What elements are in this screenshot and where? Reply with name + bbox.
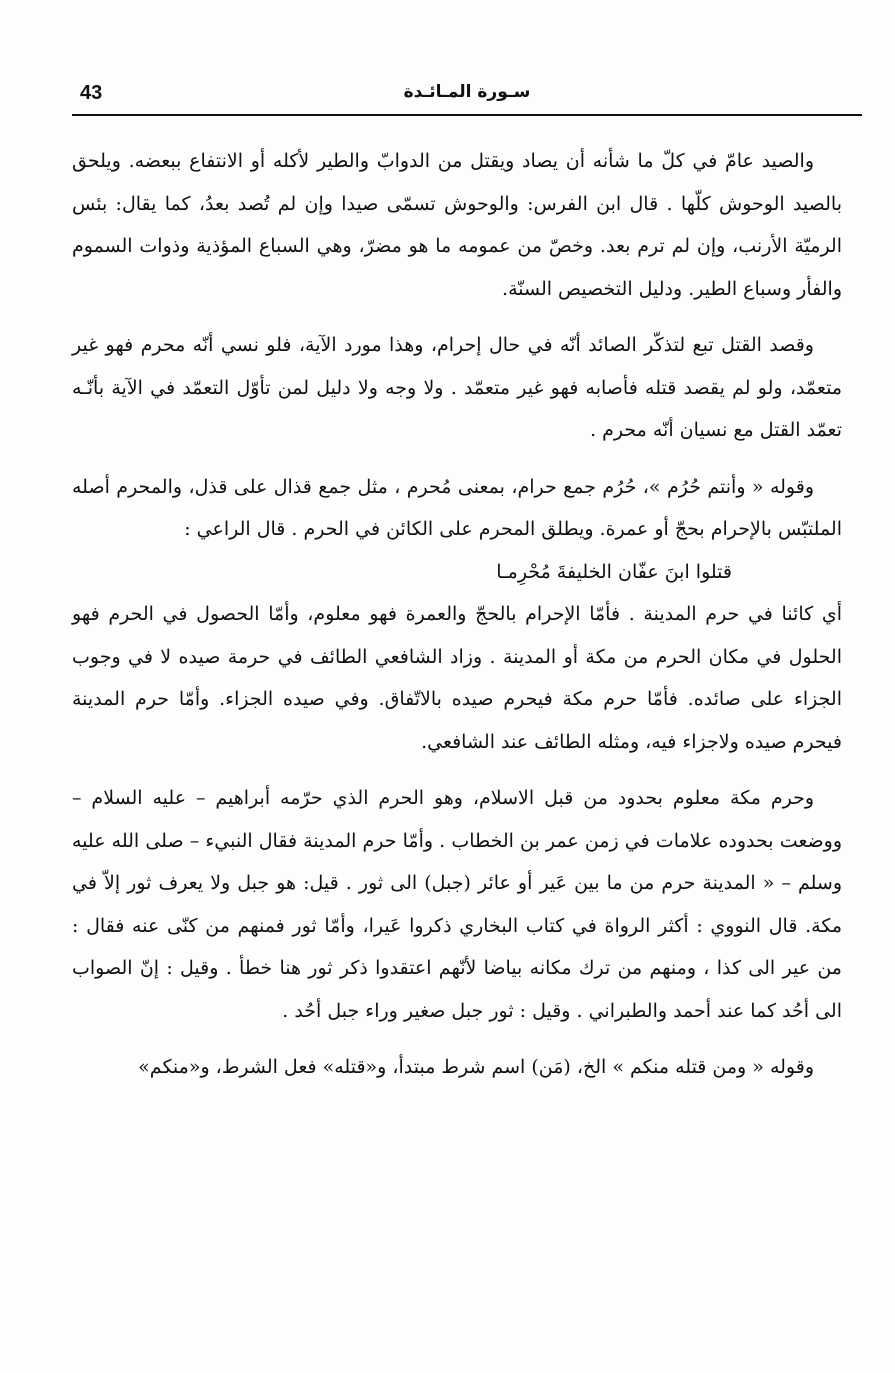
body-text <box>72 140 842 1089</box>
paragraph-hurum: وقوله « وأنتم حُرُم »، حُرُم جمع حرام، بمعنى مُحرم ، مثل جمع قذال على قذل، والمحرم أصله الملتبّس بالإحرام بحجّ أو عمرة. ويطلق المحرم على الكائن في الحرم . قال الراعي : <box>72 475 842 540</box>
paragraph-hunting-definition: والصيد عامّ في كلّ ما شأنه أن يصاد ويقتل من الدوابّ والطير لأكله أو الانتفاع ببعضه. ويلحق بالصيد الوحوش كلّها . قال ابن الفرس: والوحوش تسمّى صيدا وإن لم تُصد بعدُ، كما يقال: بئس الرميّة الأرنب، وإن لم ترم بعد. وخصّ من عمومه ما هو مضرّ، وهي السباع المؤذية وذوات السموم والفأر وسباع الطير. ودليل التخصيص السنّة. <box>72 150 842 300</box>
page-header <box>72 78 862 118</box>
poetry-verse: قتلوا ابنَ عفّان الخليفةَ مُحْرِمـا <box>496 560 732 583</box>
paragraph-man-qatalahu: وقوله « ومن قتله منكم » الخ، (مَن) اسم شرط مبتدأ، و«قتله» فعل الشرط، و«منكم» <box>138 1056 814 1078</box>
paragraph-haram-medina: أي كائنا في حرم المدينة . فأمّا الإحرام بالحجّ والعمرة فهو معلوم، وأمّا الحصول في الحرم فهو الحلول في مكان الحرم من مكة أو المدينة . وزاد الشافعي الطائف في حرمة صيده لا في وجوب الجزاء على صائده. فأمّا حرم مكة فيحرم صيده بالاتّفاق. وفي صيده الجزاء. وأمّا حرم المدينة فيحرم صيده ولاجزاء فيه، ومثله الطائف عند الشافعي. <box>72 603 842 753</box>
header-rule <box>72 114 862 116</box>
paragraph-mecca-boundaries: وحرم مكة معلوم بحدود من قبل الاسلام، وهو الحرم الذي حرّمه أبراهيم – عليه السلام – ووضعت بحدوده علامات في زمن عمر بن الخطاب . وأمّا حرم المدينة فقال النبيء – صلى الله عليه وسلم – « المدينة حرم من ما بين عَير أو عائر (جبل) الى ثور . قيل: هو جبل ولا يعرف ثور إلاّ في مكة. قال النووي : أكثر الرواة في كتاب البخاري ذكروا عَيرا، وأمّا ثور فمنهم من كنّى عنه فقال : من عير الى كذا ، ومنهم من ترك مكانه بياضا لأنّهم اعتقدوا ذكر ثور هنا خطأ . وقيل : إنّ الصواب الى أحُد كما عند أحمد والطبراني . وقيل : ثور جبل صغير وراء جبل أحُد . <box>72 787 842 1022</box>
paragraph-intent: وقصد القتل تبع لتذكّر الصائد أنّه في حال إحرام، وهذا مورد الآية، فلو نسي أنّه محرم فهو غير متعمّد، ولو لم يقصد قتله فأصابه فهو غير متعمّد . ولا وجه ولا دليل لمن تأوّل التعمّد في الآية بأنّـه تعمّد القتل مع نسيان أنّه محرم . <box>72 334 842 441</box>
page-number: 43 <box>80 82 103 104</box>
running-title: سـورة المـائـدة <box>403 82 531 102</box>
